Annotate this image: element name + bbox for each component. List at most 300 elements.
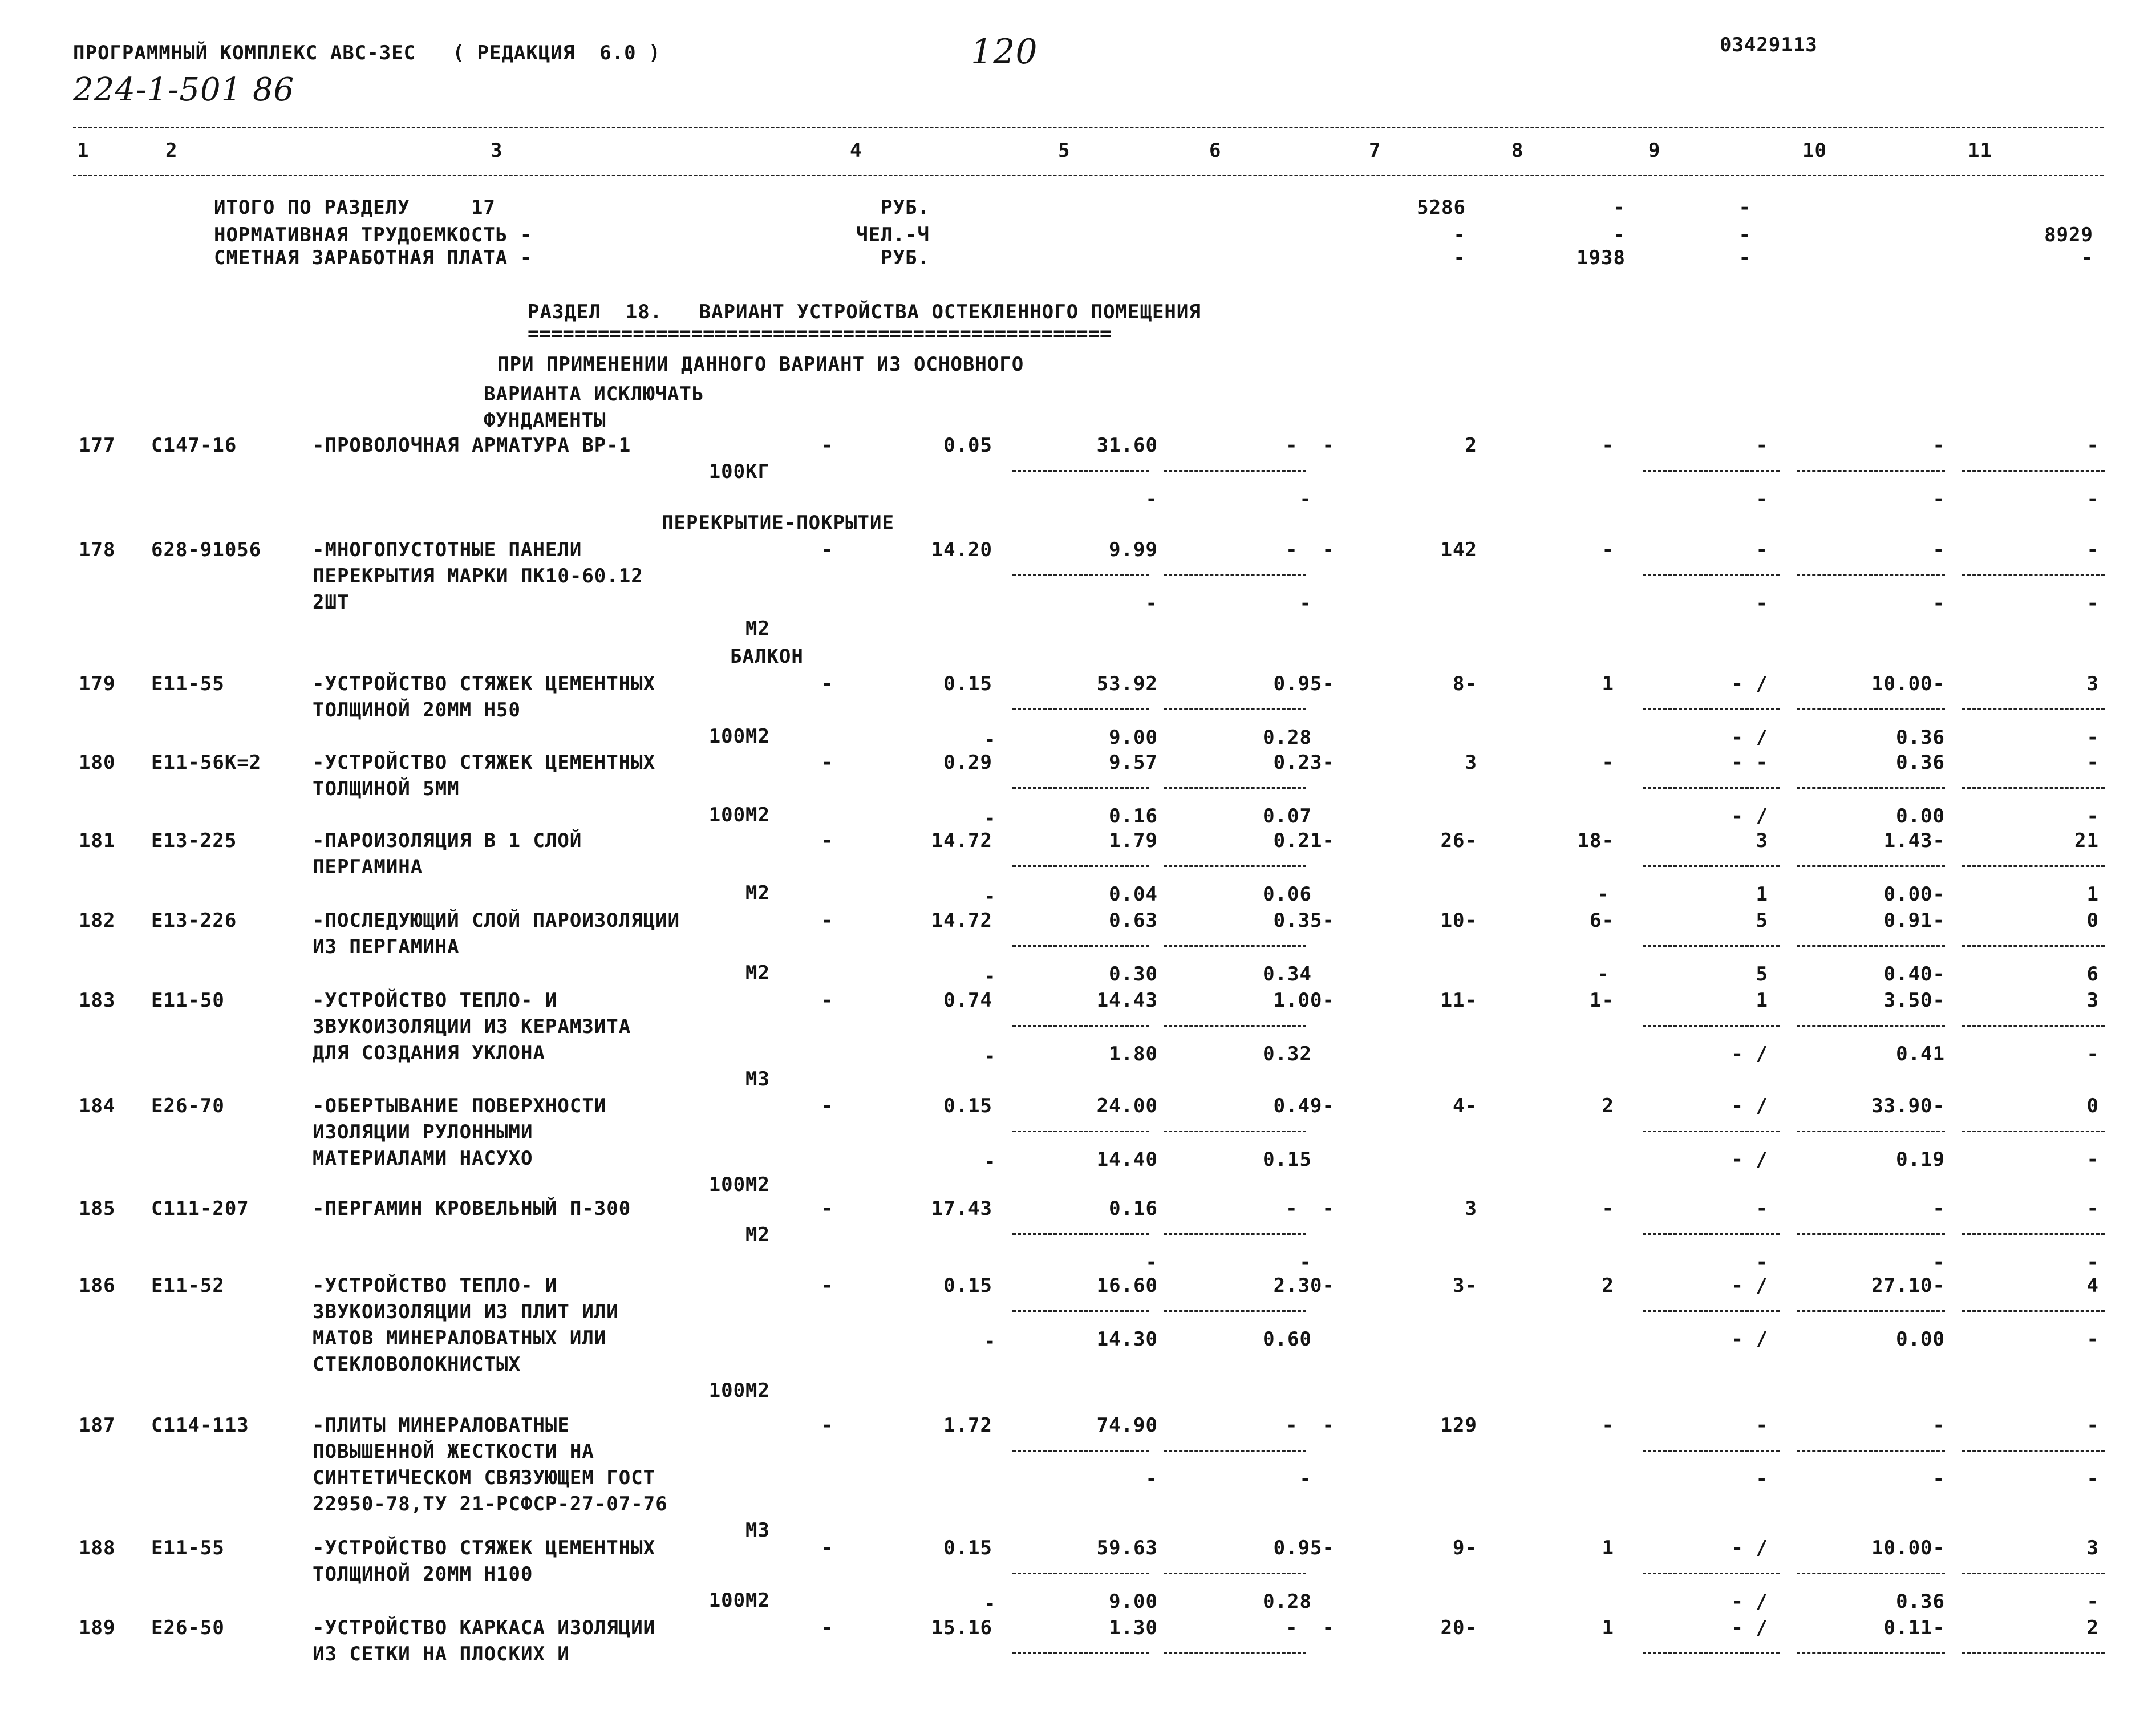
col8-total: 3 bbox=[1465, 751, 1477, 774]
sub-rule bbox=[1012, 1025, 1149, 1027]
col6-sub-cost: - bbox=[1145, 488, 1158, 510]
col8-total: 142 bbox=[1440, 538, 1477, 561]
row-description: ПОВЫШЕННОЙ ЖЕСТКОСТИ НА bbox=[313, 1440, 594, 1463]
sub-rule bbox=[1012, 865, 1149, 867]
col12-sub: - bbox=[2086, 1328, 2099, 1351]
row-description: ИЗ СЕТКИ НА ПЛОСКИХ И bbox=[313, 1643, 570, 1666]
col10-value: - bbox=[1756, 1414, 1768, 1437]
row-number: 180 bbox=[79, 751, 116, 774]
col4-sub: - bbox=[984, 885, 996, 908]
sub-rule bbox=[1164, 1652, 1306, 1654]
row-unit: М2 bbox=[745, 1223, 770, 1246]
summary-col11: - bbox=[2081, 246, 2093, 269]
col7-sub: 0.06 bbox=[1263, 883, 1312, 906]
section-title: РАЗДЕЛ 18. ВАРИАНТ УСТРОЙСТВА ОСТЕКЛЕННОГО ПОМЕЩЕНИЯ bbox=[528, 301, 1201, 323]
row-number: 182 bbox=[79, 909, 116, 932]
col4-marker: - bbox=[821, 1414, 834, 1437]
col4-marker: - bbox=[821, 1616, 834, 1639]
row-code: Е11-50 bbox=[151, 989, 225, 1012]
sub-rule bbox=[1643, 470, 1780, 472]
col10-value: 3 bbox=[1756, 829, 1768, 852]
row-description: -МНОГОПУСТОТНЫЕ ПАНЕЛИ bbox=[313, 538, 582, 561]
sub-rule bbox=[1643, 787, 1780, 789]
column-header-11: 11 bbox=[1968, 139, 1992, 162]
col12-value: 3 bbox=[2086, 672, 2099, 695]
col4-sub: - bbox=[984, 728, 996, 751]
sub-rule bbox=[1962, 1450, 2105, 1452]
summary-col9: - bbox=[1738, 224, 1751, 246]
col11-sub: 0.00 bbox=[1896, 1328, 1945, 1351]
col7-sub: 0.28 bbox=[1263, 726, 1312, 749]
row-description: -ПАРОИЗОЛЯЦИЯ В 1 СЛОЙ bbox=[313, 829, 582, 852]
row-description: -ПЕРГАМИН КРОВЕЛЬНЫЙ П-300 bbox=[313, 1197, 631, 1220]
row-unit: 100М2 bbox=[708, 1379, 770, 1402]
sub-rule bbox=[1962, 1233, 2105, 1235]
sub-rule bbox=[1012, 470, 1149, 472]
section-note-1: ПРИ ПРИМЕНЕНИИ ДАННОГО ВАРИАНТ ИЗ ОСНОВНОГО bbox=[497, 353, 1024, 376]
col7-value: - - bbox=[1286, 1197, 1335, 1220]
col10-value: 5 bbox=[1756, 909, 1768, 932]
col10-value: - / bbox=[1731, 1274, 1768, 1297]
col5-quantity: 14.72 bbox=[931, 909, 992, 932]
col6-sub-cost: - bbox=[1145, 592, 1158, 615]
col9-value: - bbox=[1602, 538, 1614, 561]
row-description: 2ШТ bbox=[313, 591, 350, 614]
sub-rule bbox=[1797, 470, 1945, 472]
col11-value: 0.36 bbox=[1896, 751, 1945, 774]
col11-sub: - bbox=[1932, 1251, 1945, 1274]
row-code: Е26-70 bbox=[151, 1095, 225, 1117]
col6-sub-cost: 0.04 bbox=[1109, 883, 1158, 906]
col11-value: - bbox=[1932, 1197, 1945, 1220]
col7-sub: 0.60 bbox=[1263, 1328, 1312, 1351]
sub-rule bbox=[1164, 1573, 1306, 1574]
col11-sub: 0.00- bbox=[1883, 883, 1945, 906]
col10-sub: - bbox=[1756, 1251, 1768, 1274]
sub-rule bbox=[1164, 1450, 1306, 1452]
col6-sub-cost: 14.30 bbox=[1096, 1328, 1158, 1351]
summary-col8: 1938 bbox=[1577, 246, 1626, 269]
summary-col11: 8929 bbox=[2044, 224, 2093, 246]
col9-value: 2 bbox=[1602, 1274, 1614, 1297]
col10-sub: - / bbox=[1731, 1328, 1768, 1351]
sub-rule bbox=[1962, 1310, 2105, 1312]
col5-quantity: 0.05 bbox=[943, 434, 992, 457]
group-heading: БАЛКОН bbox=[730, 645, 804, 668]
col11-value: 1.43- bbox=[1883, 829, 1945, 852]
col4-marker: - bbox=[821, 751, 834, 774]
sub-rule bbox=[1797, 945, 1945, 947]
row-description: -ПЛИТЫ МИНЕРАЛОВАТНЫЕ bbox=[313, 1414, 570, 1437]
summary-label: СМЕТНАЯ ЗАРАБОТНАЯ ПЛАТА - bbox=[214, 246, 533, 269]
col11-value: 10.00- bbox=[1871, 672, 1945, 695]
col4-sub: - bbox=[984, 1045, 996, 1068]
sub-rule bbox=[1012, 574, 1149, 576]
col5-quantity: 0.15 bbox=[943, 672, 992, 695]
sub-rule bbox=[1643, 1310, 1780, 1312]
row-description: -УСТРОЙСТВО ТЕПЛО- И bbox=[313, 989, 558, 1012]
col11-value: - bbox=[1932, 538, 1945, 561]
col11-sub: - bbox=[1932, 1468, 1945, 1490]
sub-rule bbox=[1164, 708, 1306, 710]
col4-marker: - bbox=[821, 1274, 834, 1297]
col10-sub: - / bbox=[1731, 1148, 1768, 1171]
col12-value: - bbox=[2086, 1197, 2099, 1220]
summary-col7: - bbox=[1453, 246, 1466, 269]
col12-sub: - bbox=[2086, 488, 2099, 510]
row-unit: 100М2 bbox=[708, 1589, 770, 1612]
row-code: Е11-56К=2 bbox=[151, 751, 262, 774]
row-description: -ОБЕРТЫВАНИЕ ПОВЕРХНОСТИ bbox=[313, 1095, 607, 1117]
col11-sub: 0.36 bbox=[1896, 1590, 1945, 1613]
summary-unit: РУБ. bbox=[881, 246, 930, 269]
col4-marker: - bbox=[821, 989, 834, 1012]
col11-value: 0.91- bbox=[1883, 909, 1945, 932]
sub-rule bbox=[1643, 945, 1780, 947]
col9-value: 6- bbox=[1590, 909, 1614, 932]
sub-rule bbox=[1012, 1652, 1149, 1654]
column-header-3: 3 bbox=[491, 139, 503, 162]
sub-rule bbox=[1962, 1131, 2105, 1132]
col8-total: 20- bbox=[1440, 1616, 1477, 1639]
summary-label: ИТОГО ПО РАЗДЕЛУ 17 bbox=[214, 196, 496, 219]
col8-total: 3 bbox=[1465, 1197, 1477, 1220]
row-description: МАТОВ МИНЕРАЛОВАТНЫХ ИЛИ bbox=[313, 1327, 607, 1350]
col7-sub: - bbox=[1299, 1251, 1312, 1274]
col12-sub: - bbox=[2086, 1251, 2099, 1274]
col6-unit-cost: 74.90 bbox=[1096, 1414, 1158, 1437]
summary-col9: - bbox=[1738, 246, 1751, 269]
sub-rule bbox=[1012, 787, 1149, 789]
col11-sub: - bbox=[1932, 592, 1945, 615]
col10-sub: - bbox=[1756, 592, 1768, 615]
col6-unit-cost: 24.00 bbox=[1096, 1095, 1158, 1117]
summary-unit: РУБ. bbox=[881, 196, 930, 219]
program-title: ПРОГРАММНЫЙ КОМПЛЕКС АВС-3ЕС ( РЕДАКЦИЯ 6.0 ) bbox=[73, 42, 661, 64]
row-description: МАТЕРИАЛАМИ НАСУХО bbox=[313, 1147, 533, 1170]
sub-rule bbox=[1012, 1573, 1149, 1574]
row-number: 179 bbox=[79, 672, 116, 695]
col9-value: - bbox=[1602, 434, 1614, 457]
sub-rule bbox=[1797, 1025, 1945, 1027]
col10-value: - / bbox=[1731, 672, 1768, 695]
col12-sub: 1 bbox=[2086, 883, 2099, 906]
col7-sub: - bbox=[1299, 592, 1312, 615]
summary-col7: - bbox=[1453, 224, 1466, 246]
col7-sub: - bbox=[1299, 488, 1312, 510]
column-header-10: 10 bbox=[1802, 139, 1827, 162]
col6-sub-cost: - bbox=[1145, 1468, 1158, 1490]
row-number: 186 bbox=[79, 1274, 116, 1297]
col11-value: 3.50- bbox=[1883, 989, 1945, 1012]
col12-value: - bbox=[2086, 751, 2099, 774]
col7-sub: 0.32 bbox=[1263, 1043, 1312, 1065]
sub-rule bbox=[1643, 708, 1780, 710]
col10-sub: - bbox=[1756, 1468, 1768, 1490]
col5-quantity: 0.29 bbox=[943, 751, 992, 774]
col7-value: 0.21- bbox=[1273, 829, 1335, 852]
row-code: 628-91056 bbox=[151, 538, 262, 561]
sub-rule bbox=[1164, 1131, 1306, 1132]
row-code: С147-16 bbox=[151, 434, 237, 457]
sub-rule bbox=[1643, 1450, 1780, 1452]
sub-rule bbox=[1643, 1025, 1780, 1027]
sub-rule bbox=[1643, 574, 1780, 576]
col12-value: 3 bbox=[2086, 1537, 2099, 1559]
col12-value: 21 bbox=[2074, 829, 2099, 852]
col9-value: 2 bbox=[1602, 1095, 1614, 1117]
col4-sub: - bbox=[984, 965, 996, 988]
summary-col9: - bbox=[1738, 196, 1751, 219]
page-number: 120 bbox=[971, 32, 1038, 72]
sub-rule bbox=[1797, 574, 1945, 576]
col10-value: - - bbox=[1731, 751, 1768, 774]
summary-col8: - bbox=[1613, 196, 1626, 219]
col10-value: - / bbox=[1731, 1095, 1768, 1117]
col10-value: - bbox=[1756, 1197, 1768, 1220]
sub-rule bbox=[1962, 470, 2105, 472]
row-number: 184 bbox=[79, 1095, 116, 1117]
col4-sub: - bbox=[984, 1150, 996, 1173]
row-code: Е11-55 bbox=[151, 1537, 225, 1559]
col6-sub-cost: - bbox=[1145, 1251, 1158, 1274]
col8-total: 8- bbox=[1453, 672, 1477, 695]
doc-code-right: 03429113 bbox=[1720, 34, 1818, 56]
row-description: ПЕРЕКРЫТИЯ МАРКИ ПК10-60.12 bbox=[313, 565, 643, 587]
col8-total: 26- bbox=[1440, 829, 1477, 852]
col7-sub: - bbox=[1299, 1468, 1312, 1490]
sub-rule bbox=[1012, 1310, 1149, 1312]
col11-value: 27.10- bbox=[1871, 1274, 1945, 1297]
col10-sub: - / bbox=[1731, 726, 1768, 749]
row-description: ЗВУКОИЗОЛЯЦИИ ИЗ КЕРАМЗИТА bbox=[313, 1015, 631, 1038]
row-number: 185 bbox=[79, 1197, 116, 1220]
col9-sub: - bbox=[1597, 963, 1610, 986]
col10-sub: - / bbox=[1731, 1043, 1768, 1065]
col7-value: 0.95- bbox=[1273, 672, 1335, 695]
row-number: 189 bbox=[79, 1616, 116, 1639]
col10-value: 1 bbox=[1756, 989, 1768, 1012]
row-unit: М3 bbox=[745, 1068, 770, 1091]
row-unit: М2 bbox=[745, 962, 770, 984]
col7-value: - - bbox=[1286, 434, 1335, 457]
row-number: 177 bbox=[79, 434, 116, 457]
row-code: Е13-226 bbox=[151, 909, 237, 932]
sub-rule bbox=[1962, 1652, 2105, 1654]
summary-col8: - bbox=[1613, 224, 1626, 246]
row-description: ЗВУКОИЗОЛЯЦИИ ИЗ ПЛИТ ИЛИ bbox=[313, 1300, 619, 1323]
sub-rule bbox=[1797, 1573, 1945, 1574]
row-description: -УСТРОЙСТВО ТЕПЛО- И bbox=[313, 1274, 558, 1297]
col6-unit-cost: 0.16 bbox=[1109, 1197, 1158, 1220]
sub-rule bbox=[1797, 1233, 1945, 1235]
sub-rule bbox=[1797, 1450, 1945, 1452]
col7-value: 1.00- bbox=[1273, 989, 1335, 1012]
col12-sub: 6 bbox=[2086, 963, 2099, 986]
col9-value: 1 bbox=[1602, 1616, 1614, 1639]
col6-sub-cost: 14.40 bbox=[1096, 1148, 1158, 1171]
col11-value: - bbox=[1932, 434, 1945, 457]
summary-unit: ЧЕЛ.-Ч bbox=[856, 224, 930, 246]
col12-sub: - bbox=[2086, 1148, 2099, 1171]
col6-sub-cost: 1.80 bbox=[1109, 1043, 1158, 1065]
col11-sub: 0.36 bbox=[1896, 726, 1945, 749]
col10-sub: 1 bbox=[1756, 883, 1768, 906]
col5-quantity: 14.20 bbox=[931, 538, 992, 561]
col6-sub-cost: 0.30 bbox=[1109, 963, 1158, 986]
col8-total: 3- bbox=[1453, 1274, 1477, 1297]
col8-total: 9- bbox=[1453, 1537, 1477, 1559]
col12-sub: - bbox=[2086, 1043, 2099, 1065]
col12-value: - bbox=[2086, 434, 2099, 457]
column-header-1: 1 bbox=[77, 139, 90, 162]
col6-unit-cost: 9.99 bbox=[1109, 538, 1158, 561]
sub-rule bbox=[1797, 1652, 1945, 1654]
sub-rule bbox=[1643, 1233, 1780, 1235]
sub-rule bbox=[1164, 865, 1306, 867]
col6-sub-cost: 9.00 bbox=[1109, 726, 1158, 749]
row-description: ДЛЯ СОЗДАНИЯ УКЛОНА bbox=[313, 1042, 545, 1064]
col7-value: - - bbox=[1286, 538, 1335, 561]
col5-quantity: 0.15 bbox=[943, 1095, 992, 1117]
row-description: СИНТЕТИЧЕСКОМ СВЯЗУЮЩЕМ ГОСТ bbox=[313, 1466, 656, 1489]
sub-rule bbox=[1012, 945, 1149, 947]
row-unit: М2 bbox=[745, 882, 770, 905]
column-header-9: 9 bbox=[1648, 139, 1661, 162]
col12-value: - bbox=[2086, 1414, 2099, 1437]
col7-value: 0.49- bbox=[1273, 1095, 1335, 1117]
column-header-2: 2 bbox=[165, 139, 178, 162]
row-description: ИЗ ПЕРГАМИНА bbox=[313, 935, 460, 958]
col5-quantity: 0.74 bbox=[943, 989, 992, 1012]
col9-value: 18- bbox=[1577, 829, 1614, 852]
col5-quantity: 0.15 bbox=[943, 1537, 992, 1559]
sub-rule bbox=[1797, 1310, 1945, 1312]
col12-sub: - bbox=[2086, 592, 2099, 615]
col6-sub-cost: 0.16 bbox=[1109, 805, 1158, 828]
section-note-3: ФУНДАМЕНТЫ bbox=[484, 409, 606, 432]
col5-quantity: 0.15 bbox=[943, 1274, 992, 1297]
sub-rule bbox=[1012, 708, 1149, 710]
summary-label: НОРМАТИВНАЯ ТРУДОЕМКОСТЬ - bbox=[214, 224, 533, 246]
col7-sub: 0.15 bbox=[1263, 1148, 1312, 1171]
col9-value: - bbox=[1602, 751, 1614, 774]
row-unit: 100М2 bbox=[708, 725, 770, 748]
col11-sub: 0.19 bbox=[1896, 1148, 1945, 1171]
header-rule-top bbox=[73, 127, 2104, 128]
col12-value: 4 bbox=[2086, 1274, 2099, 1297]
col10-sub: - / bbox=[1731, 805, 1768, 828]
sub-rule bbox=[1643, 1652, 1780, 1654]
col11-value: 0.11- bbox=[1883, 1616, 1945, 1639]
column-header-4: 4 bbox=[850, 139, 862, 162]
sub-rule bbox=[1164, 574, 1306, 576]
sub-rule bbox=[1164, 1310, 1306, 1312]
row-description: ТОЛЩИНОЙ 20ММ Н100 bbox=[313, 1563, 533, 1586]
col8-total: 11- bbox=[1440, 989, 1477, 1012]
col10-sub: 5 bbox=[1756, 963, 1768, 986]
sub-rule bbox=[1164, 1025, 1306, 1027]
col6-unit-cost: 1.79 bbox=[1109, 829, 1158, 852]
column-header-6: 6 bbox=[1209, 139, 1222, 162]
col6-sub-cost: 9.00 bbox=[1109, 1590, 1158, 1613]
row-description: -УСТРОЙСТВО СТЯЖЕК ЦЕМЕНТНЫХ bbox=[313, 1537, 656, 1559]
row-description: -УСТРОЙСТВО КАРКАСА ИЗОЛЯЦИИ bbox=[313, 1616, 656, 1639]
col12-value: - bbox=[2086, 538, 2099, 561]
sub-rule bbox=[1962, 574, 2105, 576]
sub-rule bbox=[1012, 1233, 1149, 1235]
sub-rule bbox=[1164, 470, 1306, 472]
col5-quantity: 17.43 bbox=[931, 1197, 992, 1220]
col11-value: 33.90- bbox=[1871, 1095, 1945, 1117]
col6-unit-cost: 14.43 bbox=[1096, 989, 1158, 1012]
col8-total: 129 bbox=[1440, 1414, 1477, 1437]
row-description: -ПРОВОЛОЧНАЯ АРМАТУРА ВР-1 bbox=[313, 434, 631, 457]
column-header-5: 5 bbox=[1058, 139, 1071, 162]
col10-sub: - / bbox=[1731, 1590, 1768, 1613]
col5-quantity: 14.72 bbox=[931, 829, 992, 852]
col11-sub: - bbox=[1932, 488, 1945, 510]
col11-value: - bbox=[1932, 1414, 1945, 1437]
row-description: -УСТРОЙСТВО СТЯЖЕК ЦЕМЕНТНЫХ bbox=[313, 672, 656, 695]
column-header-8: 8 bbox=[1511, 139, 1524, 162]
col7-value: - - bbox=[1286, 1616, 1335, 1639]
col8-total: 4- bbox=[1453, 1095, 1477, 1117]
row-number: 178 bbox=[79, 538, 116, 561]
column-header-7: 7 bbox=[1369, 139, 1381, 162]
row-number: 183 bbox=[79, 989, 116, 1012]
col10-value: - bbox=[1756, 538, 1768, 561]
col11-sub: 0.40- bbox=[1883, 963, 1945, 986]
row-number: 187 bbox=[79, 1414, 116, 1437]
col4-marker: - bbox=[821, 909, 834, 932]
col6-unit-cost: 9.57 bbox=[1109, 751, 1158, 774]
row-description: 22950-78,ТУ 21-РСФСР-27-07-76 bbox=[313, 1493, 668, 1516]
col12-value: 0 bbox=[2086, 909, 2099, 932]
row-unit: 100М2 bbox=[708, 804, 770, 826]
sub-rule bbox=[1643, 1131, 1780, 1132]
col9-value: - bbox=[1602, 1197, 1614, 1220]
section-title-underline: ================================================== bbox=[528, 322, 1112, 345]
col12-value: 3 bbox=[2086, 989, 2099, 1012]
col4-marker: - bbox=[821, 829, 834, 852]
col7-value: 0.95- bbox=[1273, 1537, 1335, 1559]
col4-marker: - bbox=[821, 1095, 834, 1117]
sub-rule bbox=[1962, 787, 2105, 789]
col10-sub: - bbox=[1756, 488, 1768, 510]
row-unit: М2 bbox=[745, 617, 770, 640]
row-code: Е11-52 bbox=[151, 1274, 225, 1297]
doc-code: 224-1-501 86 bbox=[73, 71, 295, 108]
sub-rule bbox=[1164, 945, 1306, 947]
row-code: Е13-225 bbox=[151, 829, 237, 852]
col5-quantity: 1.72 bbox=[943, 1414, 992, 1437]
col4-marker: - bbox=[821, 434, 834, 457]
row-number: 181 bbox=[79, 829, 116, 852]
col11-value: 10.00- bbox=[1871, 1537, 1945, 1559]
col12-sub: - bbox=[2086, 726, 2099, 749]
col9-sub: - bbox=[1597, 883, 1610, 906]
col7-value: 0.35- bbox=[1273, 909, 1335, 932]
sub-rule bbox=[1164, 787, 1306, 789]
col11-sub: 0.00 bbox=[1896, 805, 1945, 828]
row-description: ИЗОЛЯЦИИ РУЛОННЫМИ bbox=[313, 1121, 533, 1144]
col4-marker: - bbox=[821, 1197, 834, 1220]
col9-value: 1 bbox=[1602, 672, 1614, 695]
col10-value: - bbox=[1756, 434, 1768, 457]
col12-value: 0 bbox=[2086, 1095, 2099, 1117]
col8-total: 2 bbox=[1465, 434, 1477, 457]
